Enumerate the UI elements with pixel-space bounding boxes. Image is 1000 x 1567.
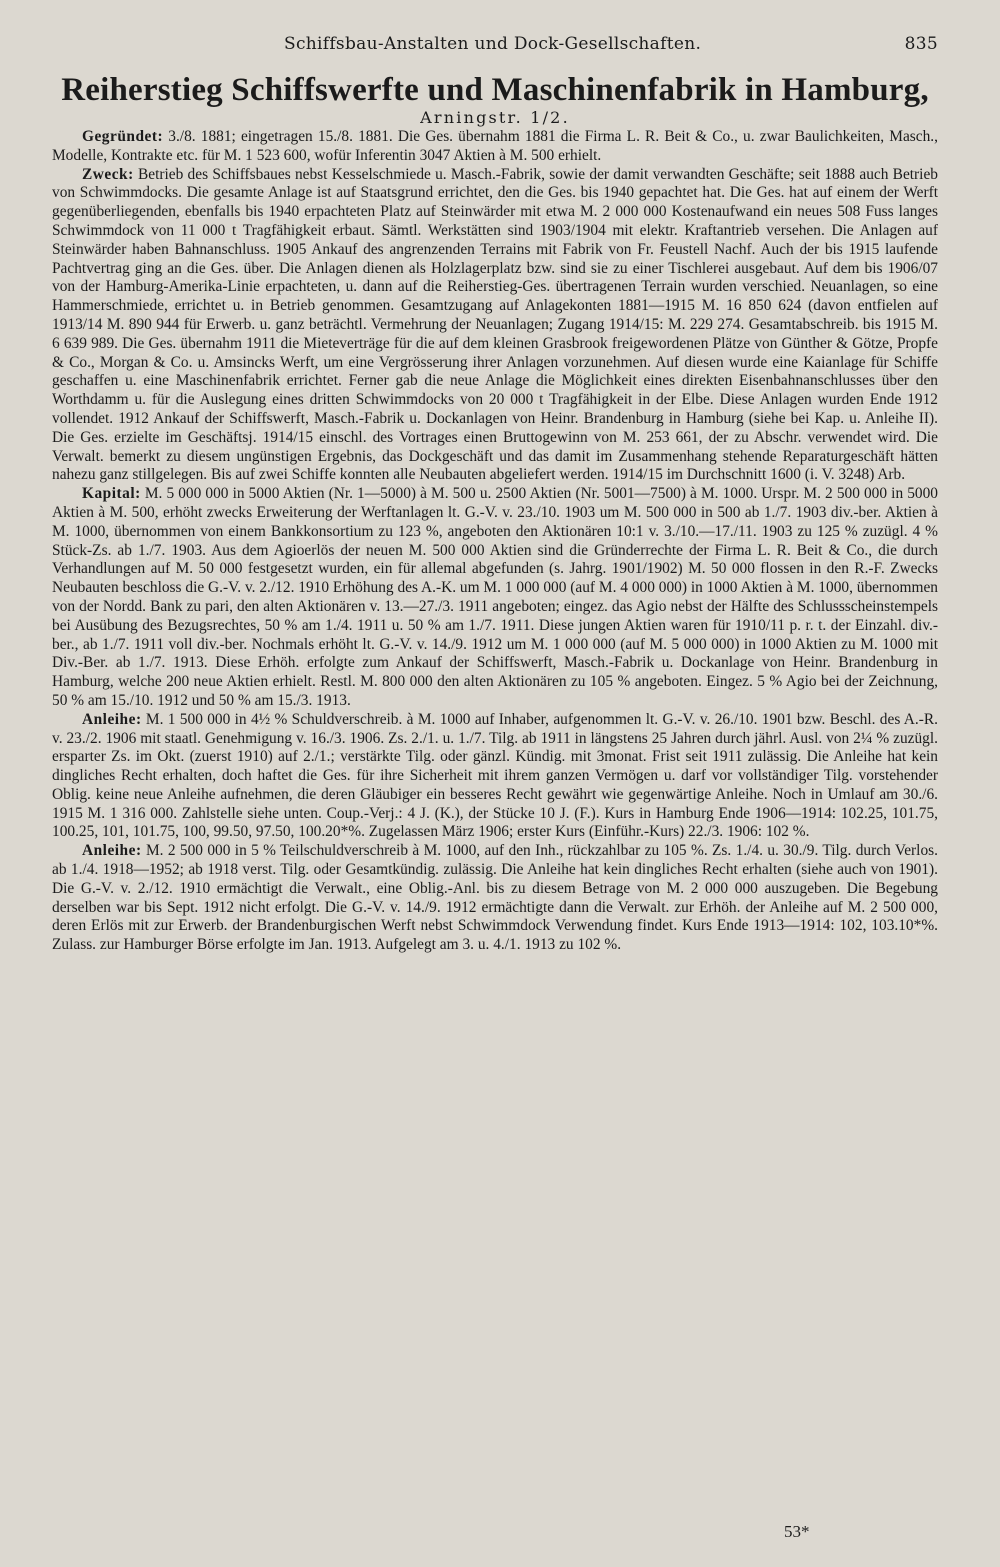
section-capital xyxy=(52,485,938,711)
section-text: M. 1 500 000 in 4½ % Schuldverschreib. à M. 1000 auf Inhaber, aufgenommen lt. G.-V. v. 26./10. 1901 bzw. Beschl. des A.-R. v. 23./2. 1906 mit staatl. Genehmigung v. 16./3. 1906. Zs. 2./1. u. 1./7. Tilg. ab 1911 in längstens 25 Jahren durch jährl. Ausl. von 2¼ % zuzügl. ersparter Zs. im Okt. (zuerst 1910) auf 2./1.; verstärkte Tilg. oder gänzl. Kündig. mit 3monat. Frist seit 1911 zulässig. Die Anleihe hat kein dingliches Recht erhalten, doch haftet die Ges. für ihre Sicherheit mit ihrem ganzen Vermögen u. darf vor vollständiger Tilg. vorstehender Oblig. keine neue Anleihe aufnehmen, die deren Gläubiger ein besseres Recht gewährt wie gegenwärtige Anleihe. Noch in Umlauf am 30./6. 1915 M. 1 316 000. Zahlstelle siehe unten. Coup.-Verj.: 4 J. (K.), der Stücke 10 J. (F.). Kurs in Hamburg Ende 1906—1914: 102.25, 101.75, 100.25, 101, 101.75, 100, 99.50, 97.50, 100.20*%. Zugelassen März 1906; erster Kurs (Einführ.-Kurs) 22./3. 1906: 102 %. xyxy=(52,710,938,841)
section-label: Zweck: xyxy=(82,165,134,183)
running-head-title: Schiffsbau-Anstalten und Dock-Gesellschaften. xyxy=(284,34,702,54)
section-text: M. 5 000 000 in 5000 Aktien (Nr. 1—5000) à M. 500 u. 2500 Aktien (Nr. 5001—7500) à M. 1000. Urspr. M. 2 500 000 in 5000 Aktien à M. 500, erhöht zwecks Erweiterung der Werftanlagen lt. G.-V. v. 23./10. 1903 um M. 500 000 in 500 ab 1./7. 1903 div.-ber. Aktien à M. 1000, übernommen von einem Bankkonsortium zu 123 %, angeboten den Aktionären 10:1 v. 3./10.—17./11. 1903 zu 125 % zuzügl. 4 % Stück-Zs. ab 1./7. 1903. Aus dem Agioerlös der neuen M. 500 000 Aktien sind die Gründerrechte der Firma L. R. Beit & Co., die durch Verhandlungen auf M. 50 000 festgesetzt wurden, ein für allemal abgefunden (s. Jahrg. 1901/1902) M. 50 000 flossen in den R.-F. Zwecks Neubauten beschloss die G.-V. v. 2./12. 1910 Erhöhung des A.-K. um M. 1 000 000 (auf M. 4 000 000) in 1000 Aktien à M. 1000, übernommen von der Nordd. Bank zu pari, den alten Aktionären v. 13.—27./3. 1911 angeboten; eingez. das Agio nebst der Hälfte des Schlussscheinstempels bei Ausübung des Bezugsrechtes, 50 % am 1./4. 1911 u. 50 % am 1./7. 1911. Diese jungen Aktien waren für 1910/11 p. r. t. der Einzahl. div.-ber., ab 1./7. 1911 voll div.-ber. Nochmals erhöht lt. G.-V. v. 14./9. 1912 um M. 1 000 000 (auf M. 5 000 000) in 1000 Aktien zu M. 1000 mit Div.-Ber. ab 1./7. 1913. Diese Erhöh. erfolgte zum Ankauf der Schiffswerft, Masch.-Fabrik u. Dockanlage von Heinr. Brandenburg in Hamburg, welche 200 neue Aktien erhielt. Restl. M. 800 000 den alten Aktionären zu 105 % angeboten. Eingez. 5 % Agio bei der Zeichnung, 50 % am 15./10. 1912 und 50 % am 15./3. 1913. xyxy=(52,485,938,709)
section-loan-1 xyxy=(52,711,938,843)
section-label: Anleihe: xyxy=(82,710,142,728)
running-head xyxy=(52,34,938,62)
section-label: Gegründet: xyxy=(82,128,164,145)
section-text: Betrieb des Schiffsbaues nebst Kesselschmiede u. Masch.-Fabrik, sowie der damit verwandten Geschäfte; seit 1888 auch Betrieb von Schwimmdocks. Die gesamte Anlage ist auf Staatsgrund errichtet, den die Ges. bis 1940 gepachtet hat. Die Ges. hat auf einem der Werft gegenüberliegenden, ebenfalls bis 1940 erpachteten Platz auf Steinwärder mit etwa M. 2 000 000 Kostenaufwand ein neues 508 Fuss langes Schwimmdock von 11 000 t Tragfähigkeit erbaut. Sämtl. Werkstätten sind 1903/1904 mit elektr. Kraftantrieb versehen. Die Anlagen auf Steinwärder haben Bahnanschluss. 1905 Ankauf des angrenzenden Terrains mit Fabrik von Fr. Feustell Nachf. Auch der bis 1915 laufende Pachtvertrag ging an die Ges. über. Die Anlagen dienen als Holzlagerplatz bzw. sind sie zu einer Tischlerei ausgebaut. Auf dem bis 1906/07 von der Hamburg-Amerika-Linie erpachteten, u. dann auf die Reiherstieg-Ges. übertragenen Terrain wurden verschied. Neuanlagen, so eine Hammerschmiede, errichtet u. in Betrieb genommen. Gesamtzugang auf Anlagekonten 1881—1915 M. 16 850 624 (davon entfielen auf 1913/14 M. 890 944 für Erwerb. u. ganz beträchtl. Vermehrung der Neuanlagen; Zugang 1914/15: M. 229 274. Gesamtabschreib. bis 1915 M. 6 639 989. Die Ges. übernahm 1911 die Mieteverträge für die auf dem kleinen Grasbrook freigewordenen Plätze von Günther & Götze, Propfe & Co., Morgan & Co. u. Amsincks Werft, um eine Vergrösserung ihrer Anlagen vorzunehmen. Auf diesen wurde eine Kaianlage für Schiffe geschaffen u. eine Maschinenfabrik errichtet. Ferner gab die neue Anlage die Möglichkeit eines direkten Eisenbahnanschlusses über den Worthdamm u. für die Auslegung eines dritten Schwimmdocks von 20 000 t Tragfähigkeit in der Elbe. Diese Anlagen wurden Ende 1912 vollendet. 1912 Ankauf der Schiffswerft, Masch.-Fabrik u. Dockanlagen von Heinr. Brandenburg in Hamburg (siehe bei Kap. u. Anleihe II). Die Ges. erzielte im Geschäftsj. 1914/15 einschl. des Vortrages einen Bruttogewinn von M. 253 661, der zu Abschr. verwendet wird. Die Verwalt. bemerkt zu diesem ungünstigen Ergebnis, das Dockgeschäft und das damit im Zusammenhang stehende Reparaturgeschäft hätten nahezu ganz stillgelegen. Bis auf zwei Schiffe konnten alle Neubauten abgeliefert werden. 1914/15 im Durchschnitt 1600 (i. V. 3248) Arb. xyxy=(52,165,938,484)
section-text: 3./8. 1881; eingetragen 15./8. 1881. Die Ges. übernahm 1881 die Firma L. R. Beit & Co., u. zwar Baulichkeiten, Masch., Modelle, Kontrakte etc. für M. 1 523 600, wofür Inferentin 3047 Aktien à M. 500 erhielt. xyxy=(52,128,938,164)
section-label: Anleihe: xyxy=(82,842,142,860)
entry-body xyxy=(52,128,938,955)
company-address: Arningstr. 1/2. xyxy=(420,108,570,127)
company-name: Reiherstieg Schiffswerfte und Maschinenfabrik in Hamburg, xyxy=(61,72,929,108)
page-number: 835 xyxy=(904,34,938,54)
section-label: Kapital: xyxy=(82,485,141,503)
section-founded xyxy=(52,128,938,166)
section-purpose xyxy=(52,166,938,486)
section-loan-2 xyxy=(52,842,938,955)
section-text: M. 2 500 000 in 5 % Teilschuldverschreib à M. 1000, auf den Inh., rückzahlbar zu 105 %. Zs. 1./4. u. 30./9. Tilg. durch Verlos. ab 1./4. 1918—1952; ab 1918 verst. Tilg. oder Gesamtkündig. zulässig. Die Anleihe hat kein dingliches Recht erhalten (siehe auch von 1901). Die G.-V. v. 2./12. 1910 ermächtigt die Verwalt., eine Oblig.-Anl. bis zu diesem Betrage von M. 2 000 000 auszugeben. Die Begebung derselben war bis Sept. 1912 nicht erfolgt. Die G.-V. v. 14./9. 1912 ermächtigte dann die Verwalt. zur Erhöh. der Anleihe auf M. 2 500 000, deren Erlös mit zur Erwerb. der Brandenburgischen Werft nebst Schwimmdock Verwendung findet. Kurs Ende 1913—1914: 102, 103.10*%. Zulass. zur Hamburger Börse erfolgte im Jan. 1913. Aufgelegt am 3. u. 4./1. 1913 zu 102 %. xyxy=(52,842,938,954)
signature-mark: 53* xyxy=(784,1522,810,1541)
